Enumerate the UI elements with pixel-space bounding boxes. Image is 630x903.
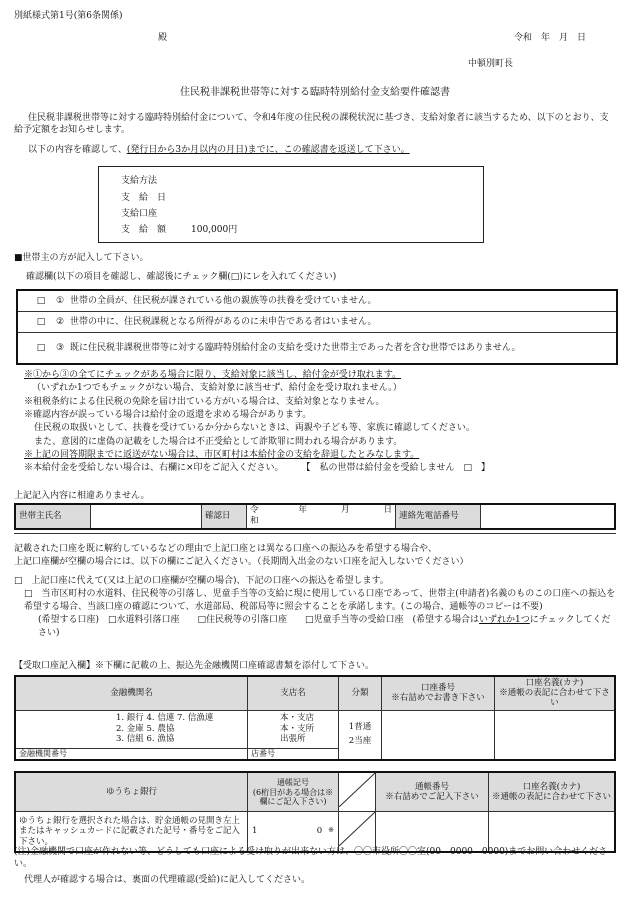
head-name-label: 世帯主氏名: [15, 504, 91, 529]
footnote-2: 代理人が確認する場合は、裏面の代理確認(受給)に記入してください。: [24, 875, 311, 885]
payment-amount-label: 支 給 額: [121, 225, 167, 235]
addressee-suffix: 殿: [158, 33, 168, 43]
change-lead-1: 記載された口座を既に解約しているなどの理由で上記口座とは異なる口座への振込みを希望する場合や、: [14, 544, 437, 554]
intro-deadline: [28, 144, 410, 156]
note-4: ※確認内容が誤っている場合は給付金の返還を求める場合があります。: [24, 409, 312, 420]
note-2: （いずれか1つでもチェックがない場合、支給対象に該当せず、給付金を受け取れません。）: [32, 383, 402, 394]
check-box-1[interactable]: □: [36, 295, 46, 306]
date-line: 令和 年 月 日: [514, 33, 587, 43]
hope-line: [14, 614, 618, 640]
page-title: 住民税非課税世帯等に対する臨時特別給付金支給要件確認書: [180, 87, 450, 98]
check-box-2[interactable]: □: [36, 316, 46, 327]
diagonal-cell: [339, 772, 376, 812]
hope-line-post: にチェックしてください): [38, 615, 611, 639]
bank-type-cell[interactable]: [15, 710, 248, 748]
bank-code-cell[interactable]: 金融機関番号: [15, 748, 248, 760]
bank-name-header: 金融機関名: [15, 676, 248, 710]
check-text-2: 世帯の中に、住民税課税となる所得があるのに未申告である者はいません。: [70, 316, 377, 327]
month-label: 月: [341, 505, 350, 515]
branch-header: 支店名: [248, 676, 339, 710]
yucho-header: ゆうちょ銀行: [15, 772, 248, 812]
branch-type-2: 本・支所: [280, 723, 315, 734]
check-box-3[interactable]: □: [36, 342, 46, 353]
check-num-1: ①: [55, 295, 65, 306]
intro-deadline-pre: 以下の内容を確認して、: [28, 145, 127, 155]
yucho-note: ゆうちょ銀行を選択された場合は、貯金通帳の見開き左上またはキャッシュカードに記載された記号・番号をご記入下さい。: [15, 812, 248, 852]
confirm-date-field[interactable]: [247, 504, 396, 529]
change-lead-2: 上記口座欄が空欄の場合には、以下の欄にご記入ください。（長期間入出金のない口座を記入しないでください）: [14, 557, 469, 568]
day-label: 日: [383, 505, 393, 515]
account-type-2: 2当座: [348, 735, 372, 746]
notes-block: [24, 369, 490, 476]
account-name-header-note: ※通帳の表記に合わせて下さい: [499, 688, 610, 709]
note-1: ※①から③の全てにチェックがある場合に限り、支給対象に該当し、給付金が受け取れます。: [24, 370, 402, 380]
footnote-1: (注)金融機関で口座が作れない等、どうしても口座による受け取りが出来ない方は、〇〇市役所〇〇室(00—0000—0000)までお問い合わせください。: [14, 847, 608, 870]
year-label: 年: [298, 505, 308, 515]
intro-deadline-underline: (発行日から3か月以内の月日)までに、この確認書を返送して下さい。: [126, 145, 410, 155]
bank-table: [14, 675, 616, 761]
symbol-header-title: 通帳記号: [277, 778, 309, 788]
check-row-1: [18, 291, 616, 312]
note-3: ※租税条約による住民税の免除を届け出ている方がいる場合は、支給対象となりません。: [24, 396, 385, 407]
payment-account-label: 支給口座: [121, 209, 158, 219]
note-5: 住民税の取扱いとして、扶養を受けているか分からないときは、両親や子ども等、家族に確認してください。: [34, 423, 475, 434]
sign-table: [14, 503, 616, 530]
confirm-sentence: 上記記入内容に相違ありません。: [14, 491, 150, 501]
passbook-number-header: [376, 772, 489, 812]
branch-code-cell[interactable]: 店番号: [248, 748, 339, 760]
check-num-2: ②: [55, 316, 65, 327]
diagonal-line: [339, 773, 375, 807]
decline-note: ※本給付金を受給しない場合は、右欄に×印をご記入ください。: [24, 463, 284, 474]
check-text-3: 既に住民税非課税世帯等に対する臨時特別給付金の支給を受けた世帯主であった者を含む世帯ではありません。: [70, 342, 521, 353]
passbook-number-header-title: 通帳番号: [414, 782, 449, 793]
account-number-header-title: 口座番号: [420, 683, 455, 694]
account-number-header-note: ※右詰めでお書き下さい: [391, 693, 485, 704]
account-name-field[interactable]: [495, 710, 616, 760]
account-number-header: [382, 676, 495, 710]
symbol-header-note: (6桁目がある場合は※欄にご記入下さい): [252, 787, 334, 806]
change-option-1[interactable]: □ 上記口座に代えて(又は上記の口座欄が空欄の場合)、下記の口座への振込を希望します。: [14, 576, 389, 587]
change-account-block: [14, 543, 618, 640]
account-name-header-title: 口座名義(カナ): [525, 677, 584, 688]
form-number: 別紙様式第1号(第6条関係): [14, 11, 123, 21]
type-header: 分類: [339, 676, 382, 710]
symbol-star: ※: [328, 825, 334, 834]
branch-type-cell[interactable]: [248, 710, 339, 748]
account-type-1: 1普通: [348, 722, 372, 733]
payment-amount-value: 100,000円: [191, 225, 238, 235]
confirm-date-label: 確認日: [202, 504, 247, 529]
change-option-2[interactable]: □ 当市区町村の水道料、住民税等の引落し、児童手当等の支給に現に使用している口座であって、世帯主(申請者)名義のものこの口座への振込を希望する場合、当該口座の確認について、水道部局、税部局等に照会することを承諾します。(この場合、通帳等のコピーは不要): [24, 589, 616, 613]
confirm-lead: 確認欄(以下の項目を確認し、確認後にチェック欄(□)にレを入れてください): [26, 272, 337, 282]
check-row-2: [18, 312, 616, 333]
yucho-name-header-title: 口座名義(カナ): [522, 782, 581, 793]
hope-line-pre[interactable]: (希望する口座) □水道料引落口座 □住民税等の引落口座 □児童手当等の受給口座 (希望する場合は: [38, 615, 480, 626]
bank-type-3: 3. 信組 6. 漁協: [116, 734, 175, 745]
intro-paragraph: 住民税非課税世帯等に対する臨時特別給付金について、令和4年度の住民税の課税状況に基づき、支給対象者に該当するため、以下のとおり、支給予定額をお知らせします。: [14, 113, 609, 136]
symbol-header: [248, 772, 339, 812]
note-7: ※上記の回答期限までに返送がない場合は、市区町村は本給付金の支給を辞退したとみなします。: [24, 449, 420, 460]
payment-method-label: 支給方法: [121, 176, 158, 186]
account-name-header: [495, 676, 616, 710]
receipt-head: 【受取口座記入欄】※下欄に記載の上、振込先金融機関口座確認書類を添付して下さい。: [14, 661, 375, 671]
diagonal-line-2: [339, 812, 375, 846]
symbol-digit-1: 1: [252, 825, 258, 836]
decline-box[interactable]: 【 私の世帯は給付金を受給しません □ 】: [301, 463, 491, 474]
branch-type-3: 出張所: [280, 734, 306, 745]
hope-line-underline: いずれか1つ: [479, 615, 530, 626]
reiwa-label: 令和: [250, 505, 259, 527]
issuer: 中頓別町長: [468, 59, 514, 69]
check-text-1: 世帯の全員が、住民税が課されている他の親族等の扶養を受けていません。: [70, 295, 377, 306]
yucho-table: [14, 771, 616, 853]
branch-type-1: 本・支店: [280, 713, 315, 724]
head-name-field[interactable]: [91, 504, 202, 529]
yucho-name-header-note: ※通帳の表記に合わせて下さい: [492, 792, 612, 803]
account-type-cell[interactable]: [339, 710, 382, 760]
bank-type-2: 2. 金庫 5. 農協: [116, 723, 175, 734]
phone-label: 連絡先電話番号: [396, 504, 481, 529]
check-num-3: ③: [55, 342, 65, 353]
head-section-title: ■世帯主の方が記入して下さい。: [14, 253, 149, 263]
check-row-3: [18, 333, 616, 363]
payment-info-box: [98, 166, 484, 243]
divider: [14, 533, 616, 534]
bank-type-1: 1. 銀行 4. 信連 7. 信漁連: [116, 713, 214, 724]
passbook-number-header-note: ※右詰めでご記入下さい: [385, 792, 479, 803]
symbol-digit-0: 0: [316, 825, 323, 836]
account-number-field[interactable]: [382, 710, 495, 760]
payment-date-label: 支 給 日: [121, 193, 167, 203]
decline-row: [24, 462, 490, 475]
yucho-name-header: [489, 772, 616, 812]
confirm-check-table: [16, 289, 618, 365]
phone-field[interactable]: [481, 504, 615, 529]
note-6: また、意図的に虚偽の記載をした場合は不正受給として詐欺罪に問われる場合があります。: [34, 436, 403, 447]
